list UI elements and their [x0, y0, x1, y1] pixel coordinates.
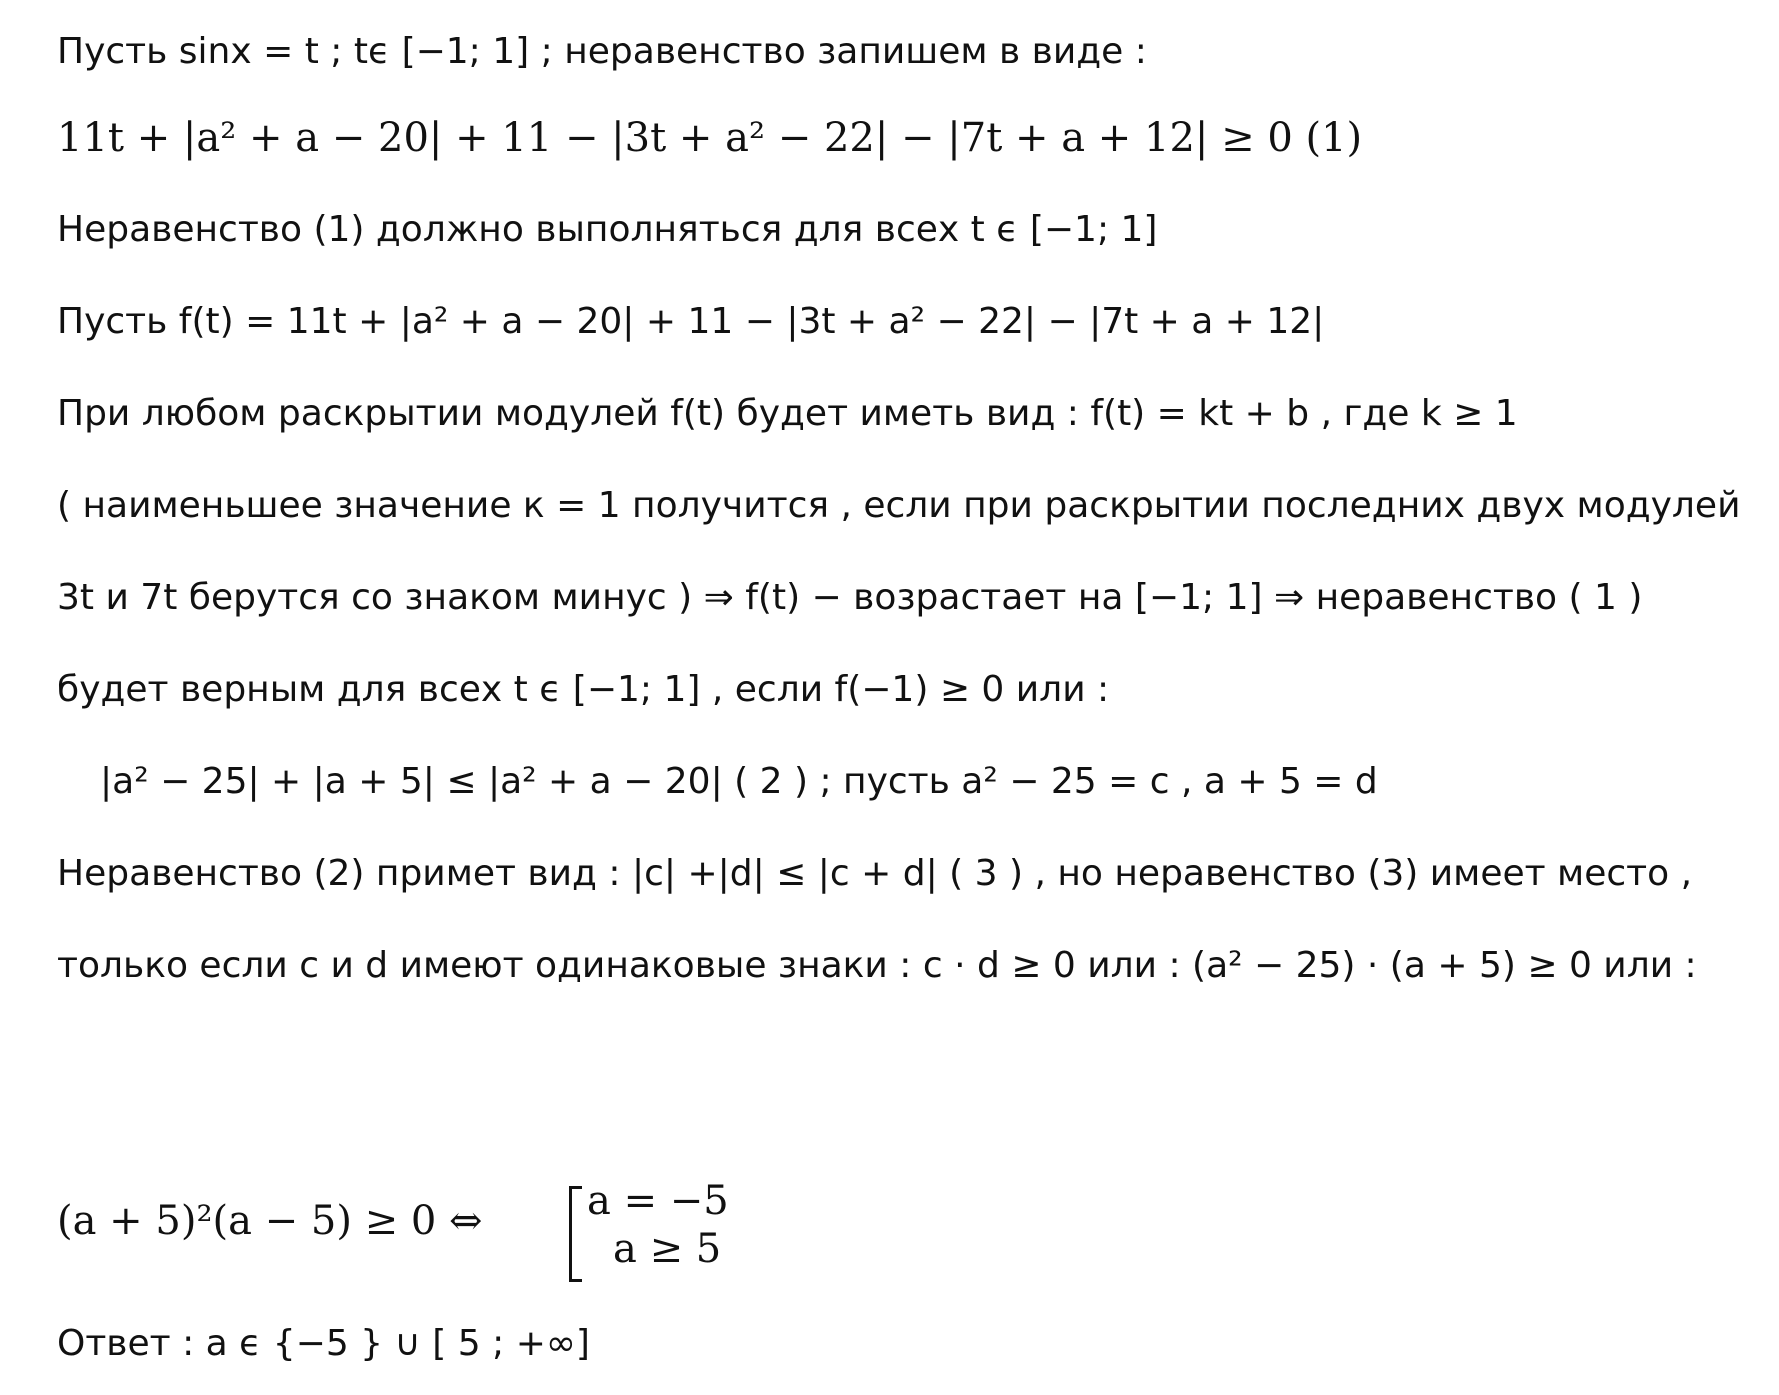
line-1-text: Пусть sinx = t ; tϵ [−1; 1] ; неравенство запишем в виде :	[57, 31, 1147, 72]
line-7-text: 3t и 7t берутся со знаком минус ) ⇒ f(t) − возрастает на [−1; 1] ⇒ неравенство ( 1 )	[57, 577, 1643, 618]
line-10-text: Неравенство (2) примет вид : |c| +|d| ≤ |c + d| ( 3 ) , но неравенство (3) имеет место ,	[57, 853, 1693, 894]
cases-lhs: (a + 5)²(a − 5) ≥ 0 ⇔	[57, 1198, 483, 1244]
line-2-text: 11t + |a² + a − 20| + 11 − |3t + a² − 22| − |7t + a + 12| ≥ 0 (1)	[57, 115, 1363, 161]
text-line-6	[57, 484, 1740, 528]
text-line-4	[57, 300, 1324, 344]
text-line-1	[57, 30, 1147, 74]
line-9-text: |a² − 25| + |a + 5| ≤ |a² + a − 20| ( 2 ) ; пусть a² − 25 = c , a + 5 = d	[100, 761, 1378, 802]
text-line-10	[57, 852, 1692, 896]
line-5-text: При любом раскрытии модулей f(t) будет иметь вид : f(t) = kt + b , где k ≥ 1	[57, 393, 1518, 434]
text-line-3	[57, 208, 1157, 252]
case-a-ge-5: a ≥ 5	[613, 1226, 722, 1272]
answer-text: Ответ : a ϵ {−5 } ∪ [ 5 ; +∞]	[57, 1323, 590, 1364]
text-line-2	[57, 116, 1362, 160]
square-bracket	[569, 1186, 582, 1282]
line-4-text: Пусть f(t) = 11t + |a² + a − 20| + 11 − |3t + a² − 22| − |7t + a + 12|	[57, 301, 1325, 342]
line-6-text: ( наименьшее значение к = 1 получится , если при раскрытии последних двух модулей	[57, 485, 1741, 526]
line-3-text: Неравенство (1) должно выполняться для всех t ϵ [−1; 1]	[57, 209, 1158, 250]
text-line-9	[100, 760, 1378, 804]
text-line-8	[57, 668, 1109, 712]
text-line-7	[57, 576, 1642, 620]
answer-line	[57, 1322, 590, 1366]
text-line-5	[57, 392, 1518, 436]
case-a-equals-minus-5: a = −5	[587, 1178, 729, 1224]
line-11-text: только если c и d имеют одинаковые знаки : c · d ≥ 0 или : (a² − 25) · (a + 5) ≥ 0 или :	[57, 945, 1697, 986]
text-line-11	[57, 944, 1697, 988]
line-8-text: будет верным для всех t ϵ [−1; 1] , если f(−1) ≥ 0 или :	[57, 669, 1110, 710]
